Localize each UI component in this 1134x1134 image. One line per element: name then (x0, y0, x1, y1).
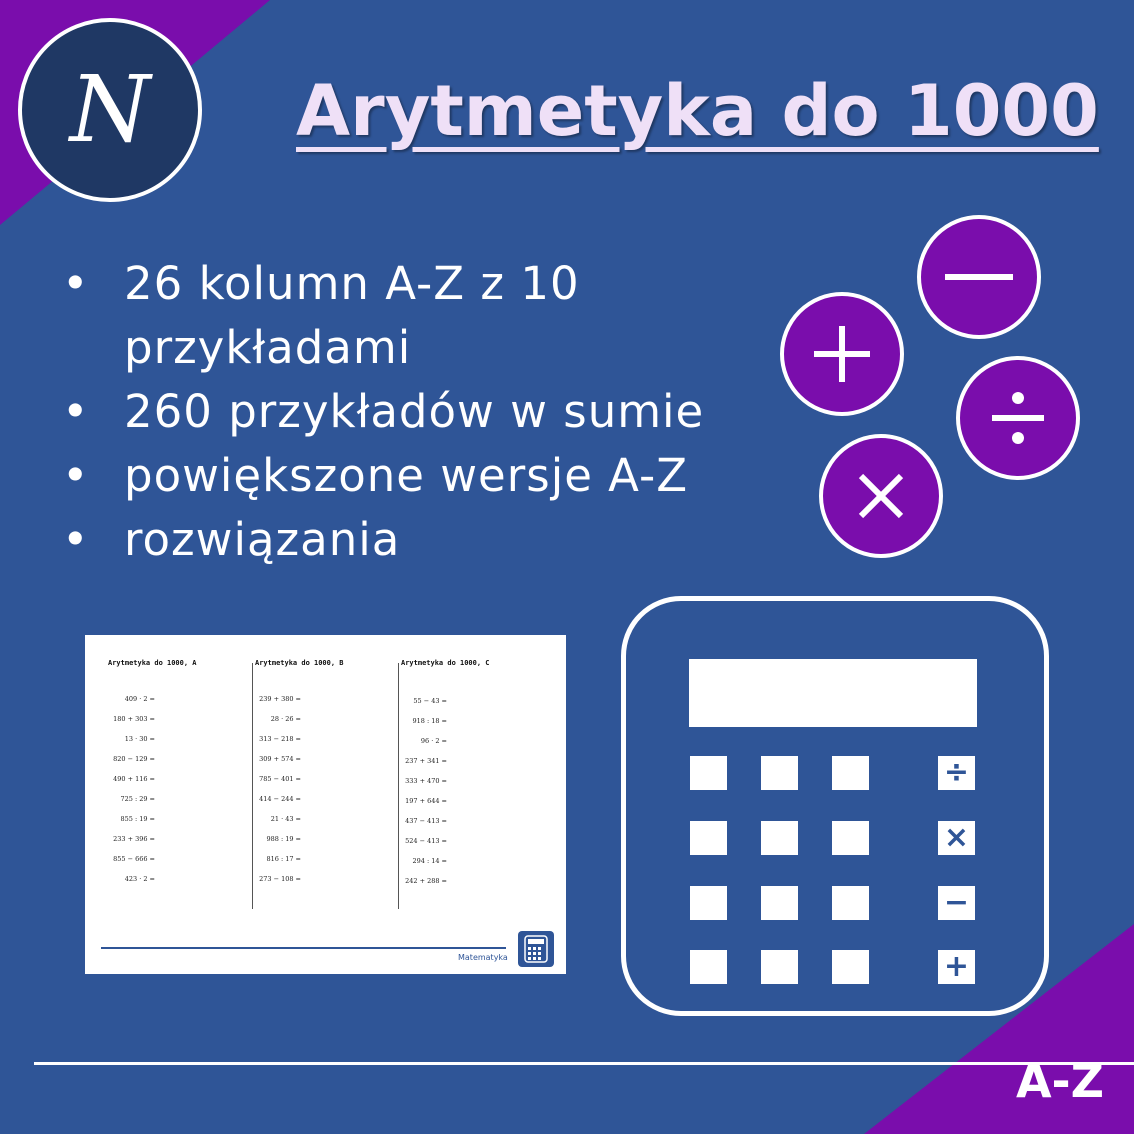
exercise: 437 − 413 = (405, 817, 447, 825)
exercise: 409 · 2 = (124, 695, 155, 703)
calculator-key (761, 821, 798, 855)
calculator-key (832, 950, 869, 984)
exercise: 273 − 108 = (259, 875, 301, 883)
exercise: 313 − 218 = (259, 735, 301, 743)
calculator-plus-key: + (938, 950, 975, 984)
calculator-key (832, 886, 869, 920)
exercise: 855 : 19 = (120, 815, 155, 823)
exercise: 237 + 341 = (405, 757, 447, 765)
calculator-key (832, 821, 869, 855)
calculator-icon (518, 931, 554, 967)
times-circle-icon (819, 434, 943, 558)
exercise: 55 − 43 = (413, 697, 447, 705)
calculator-key (690, 756, 727, 790)
exercise: 21 · 43 = (270, 815, 301, 823)
exercise: 988 : 19 = (266, 835, 301, 843)
calculator-key (761, 950, 798, 984)
exercise: 96 · 2 = (420, 737, 447, 745)
calculator-times-key: × (938, 821, 975, 855)
minus-circle-icon (917, 215, 1041, 339)
exercise: 294 : 14 = (412, 857, 447, 865)
exercise: 333 + 470 = (405, 777, 447, 785)
bottom-divider (34, 1062, 1134, 1065)
preview-items-b (251, 695, 301, 895)
logo-badge (18, 18, 202, 202)
preview-column-header: Arytmetyka do 1000, A (108, 659, 197, 667)
calculator-minus-key: − (938, 886, 975, 920)
exercise: 820 − 129 = (113, 755, 155, 763)
az-badge: A-Z (1015, 1054, 1104, 1108)
exercise: 490 + 116 = (113, 775, 155, 783)
exercise: 855 − 666 = (113, 855, 155, 863)
exercise: 816 : 17 = (266, 855, 301, 863)
feature-item: • powiększone wersje A-Z (62, 444, 722, 508)
logo-letter: N (69, 56, 151, 163)
exercise: 28 · 26 = (270, 715, 301, 723)
calculator-key (761, 886, 798, 920)
feature-item: • rozwiązania (62, 508, 722, 572)
calculator-display (689, 659, 977, 727)
preview-footer-label: Matematyka (458, 953, 508, 962)
worksheet-preview (85, 635, 566, 974)
exercise: 180 + 303 = (113, 715, 155, 723)
feature-list (62, 252, 722, 572)
calculator-divide-key: ÷ (938, 756, 975, 790)
calculator-key (690, 886, 727, 920)
page-title: Arytmetyka do 1000 (296, 70, 1099, 152)
calculator-key (690, 950, 727, 984)
calculator-key (761, 756, 798, 790)
preview-column-header: Arytmetyka do 1000, C (401, 659, 490, 667)
feature-item: • 260 przykładów w sumie (62, 380, 722, 444)
exercise: 13 · 30 = (124, 735, 155, 743)
preview-items-c (397, 697, 447, 897)
exercise: 197 + 644 = (405, 797, 447, 805)
exercise: 725 : 29 = (120, 795, 155, 803)
exercise: 239 + 380 = (259, 695, 301, 703)
exercise: 785 − 401 = (259, 775, 301, 783)
feature-item: • 26 kolumn A-Z z 10 przykładami (62, 252, 722, 380)
exercise: 918 : 18 = (412, 717, 447, 725)
divide-circle-icon (956, 356, 1080, 480)
calculator-key (832, 756, 869, 790)
preview-items-a (105, 695, 155, 895)
preview-footer-line (101, 947, 506, 949)
exercise: 309 + 574 = (259, 755, 301, 763)
exercise: 233 + 396 = (113, 835, 155, 843)
plus-circle-icon (780, 292, 904, 416)
exercise: 242 + 288 = (405, 877, 447, 885)
exercise: 524 − 413 = (405, 837, 447, 845)
preview-column-header: Arytmetyka do 1000, B (255, 659, 344, 667)
calculator-key (690, 821, 727, 855)
exercise: 414 − 244 = (259, 795, 301, 803)
exercise: 423 · 2 = (124, 875, 155, 883)
